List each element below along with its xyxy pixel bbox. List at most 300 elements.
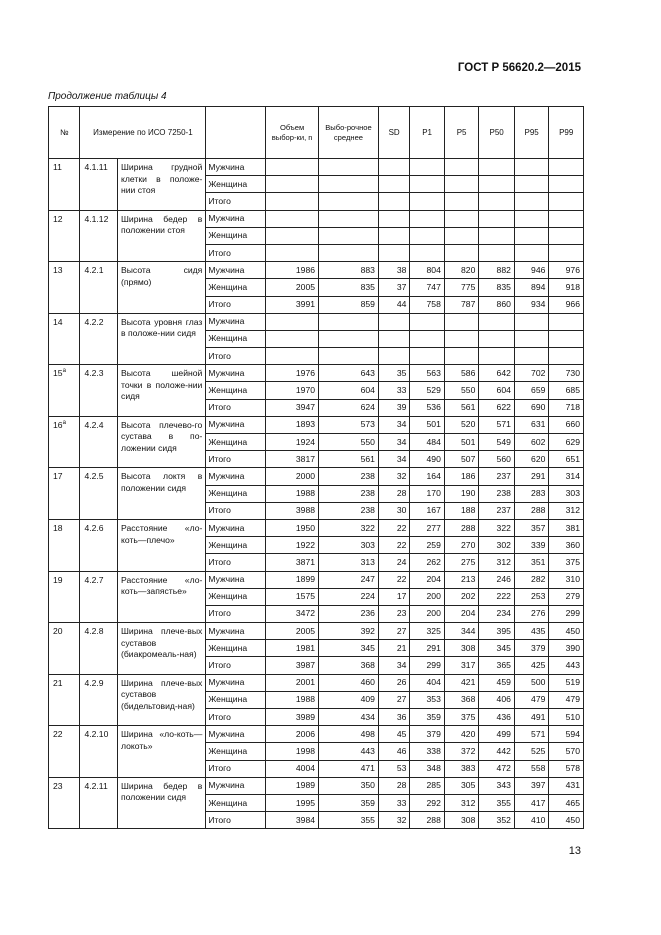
value-cell: 359 — [319, 794, 379, 811]
measurement-name: Высота плечево-го сустава в по-ложении сидя — [118, 416, 206, 468]
measurement-name: Ширина «ло-коть—локоть» — [118, 726, 206, 778]
value-cell: 460 — [319, 674, 379, 691]
value-cell: 510 — [549, 709, 584, 726]
col-group — [206, 107, 266, 159]
group-label: Женщина — [206, 485, 266, 502]
value-cell: 443 — [549, 657, 584, 674]
iso-code: 4.2.11 — [80, 777, 118, 829]
value-cell: 918 — [549, 279, 584, 296]
row-number — [49, 365, 80, 417]
value-cell: 631 — [514, 416, 549, 433]
value-cell: 322 — [319, 519, 379, 536]
value-cell: 224 — [319, 588, 379, 605]
value-cell: 302 — [479, 537, 515, 554]
value-cell: 291 — [514, 468, 549, 485]
value-cell: 507 — [444, 451, 479, 468]
value-cell: 1995 — [266, 794, 319, 811]
value-cell: 431 — [549, 777, 584, 794]
value-cell — [319, 244, 379, 261]
value-cell — [479, 227, 515, 244]
value-cell: 310 — [549, 571, 584, 588]
iso-code: 4.2.2 — [80, 313, 118, 365]
value-cell: 279 — [549, 588, 584, 605]
value-cell: 1988 — [266, 485, 319, 502]
value-cell — [266, 330, 319, 347]
group-label: Итого — [206, 554, 266, 571]
value-cell: 659 — [514, 382, 549, 399]
value-cell: 34 — [378, 657, 409, 674]
group-label: Мужчина — [206, 571, 266, 588]
measurement-name: Ширина грудной клетки в положе-нии стоя — [118, 159, 206, 211]
value-cell: 312 — [479, 554, 515, 571]
value-cell: 3947 — [266, 399, 319, 416]
value-cell — [319, 348, 379, 365]
value-cell: 404 — [410, 674, 445, 691]
value-cell: 536 — [410, 399, 445, 416]
group-label: Женщина — [206, 434, 266, 451]
value-cell — [444, 159, 479, 176]
value-cell: 238 — [319, 502, 379, 519]
value-cell: 2001 — [266, 674, 319, 691]
value-cell: 1893 — [266, 416, 319, 433]
value-cell: 450 — [549, 812, 584, 829]
value-cell: 37 — [378, 279, 409, 296]
value-cell: 33 — [378, 794, 409, 811]
value-cell: 368 — [444, 691, 479, 708]
value-cell — [514, 330, 549, 347]
value-cell: 305 — [444, 777, 479, 794]
value-cell: 484 — [410, 434, 445, 451]
group-label: Женщина — [206, 537, 266, 554]
row-number-text: 18 — [53, 522, 63, 533]
value-cell: 22 — [378, 537, 409, 554]
measurement-name: Ширина плече-вых суставов (биакромеаль-ная) — [118, 623, 206, 675]
value-cell: 397 — [514, 777, 549, 794]
value-cell — [514, 176, 549, 193]
measurement-name: Ширина бедер в положении сидя — [118, 777, 206, 829]
value-cell: 519 — [549, 674, 584, 691]
value-cell: 45 — [378, 726, 409, 743]
value-cell: 299 — [549, 605, 584, 622]
value-cell: 277 — [410, 519, 445, 536]
value-cell: 643 — [319, 365, 379, 382]
value-cell — [266, 348, 319, 365]
value-cell: 262 — [410, 554, 445, 571]
value-cell: 53 — [378, 760, 409, 777]
row-number-text: 12 — [53, 213, 63, 224]
value-cell: 747 — [410, 279, 445, 296]
col-p99: P99 — [549, 107, 584, 159]
value-cell: 976 — [549, 262, 584, 279]
value-cell: 3989 — [266, 709, 319, 726]
value-cell: 549 — [479, 434, 515, 451]
value-cell — [549, 159, 584, 176]
value-cell — [266, 210, 319, 227]
value-cell — [514, 348, 549, 365]
group-label: Женщина — [206, 588, 266, 605]
value-cell — [378, 313, 409, 330]
row-number — [49, 674, 80, 726]
group-label: Мужчина — [206, 313, 266, 330]
group-label: Мужчина — [206, 468, 266, 485]
value-cell: 421 — [444, 674, 479, 691]
value-cell — [549, 210, 584, 227]
value-cell: 164 — [410, 468, 445, 485]
value-cell: 2005 — [266, 623, 319, 640]
value-cell: 835 — [319, 279, 379, 296]
value-cell: 353 — [410, 691, 445, 708]
value-cell: 500 — [514, 674, 549, 691]
value-cell — [444, 330, 479, 347]
iso-code: 4.2.7 — [80, 571, 118, 623]
row-number-text: 11 — [53, 162, 62, 172]
value-cell — [319, 193, 379, 210]
value-cell: 787 — [444, 296, 479, 313]
table-caption: Продолжение таблицы 4 — [48, 91, 167, 102]
value-cell: 339 — [514, 537, 549, 554]
value-cell: 622 — [479, 399, 515, 416]
group-label: Итого — [206, 348, 266, 365]
value-cell: 860 — [479, 296, 515, 313]
value-cell — [410, 244, 445, 261]
value-cell: 253 — [514, 588, 549, 605]
row-number — [49, 623, 80, 675]
row-number-text: 16 — [53, 419, 63, 430]
iso-code: 4.2.6 — [80, 519, 118, 571]
value-cell — [549, 244, 584, 261]
value-cell: 571 — [514, 726, 549, 743]
value-cell — [266, 176, 319, 193]
value-cell — [514, 193, 549, 210]
value-cell: 472 — [479, 760, 515, 777]
iso-code: 4.2.1 — [80, 262, 118, 314]
value-cell: 170 — [410, 485, 445, 502]
value-cell: 561 — [444, 399, 479, 416]
value-cell: 34 — [378, 434, 409, 451]
value-cell: 1998 — [266, 743, 319, 760]
value-cell: 520 — [444, 416, 479, 433]
value-cell — [266, 244, 319, 261]
value-cell: 312 — [549, 502, 584, 519]
measurement-name: Ширина плече-вых суставов (бидельтовид-ная) — [118, 674, 206, 726]
value-cell: 246 — [479, 571, 515, 588]
value-cell: 351 — [514, 554, 549, 571]
value-cell: 586 — [444, 365, 479, 382]
table-row — [49, 726, 584, 743]
value-cell: 1950 — [266, 519, 319, 536]
col-iso: Измерение по ИСО 7250-1 — [80, 107, 206, 159]
group-label: Женщина — [206, 176, 266, 193]
value-cell: 355 — [479, 794, 515, 811]
value-cell: 352 — [479, 812, 515, 829]
value-cell: 27 — [378, 623, 409, 640]
row-number — [49, 313, 80, 365]
value-cell: 660 — [549, 416, 584, 433]
anthropometric-table — [48, 106, 584, 829]
value-cell: 479 — [514, 691, 549, 708]
value-cell — [444, 210, 479, 227]
row-number-text: 21 — [53, 677, 63, 688]
value-cell: 578 — [549, 760, 584, 777]
value-cell: 46 — [378, 743, 409, 760]
value-cell: 375 — [444, 709, 479, 726]
value-cell: 303 — [319, 537, 379, 554]
value-cell: 345 — [479, 640, 515, 657]
group-label: Женщина — [206, 743, 266, 760]
value-cell: 292 — [410, 794, 445, 811]
value-cell: 322 — [479, 519, 515, 536]
value-cell: 690 — [514, 399, 549, 416]
value-cell: 26 — [378, 674, 409, 691]
value-cell: 237 — [479, 502, 515, 519]
value-cell: 348 — [410, 760, 445, 777]
value-cell — [319, 330, 379, 347]
value-cell: 2005 — [266, 279, 319, 296]
value-cell — [479, 176, 515, 193]
iso-code: 4.2.5 — [80, 468, 118, 520]
group-label: Мужчина — [206, 416, 266, 433]
value-cell: 213 — [444, 571, 479, 588]
col-p1: P1 — [410, 107, 445, 159]
group-label: Итого — [206, 657, 266, 674]
value-cell: 288 — [410, 812, 445, 829]
value-cell: 27 — [378, 691, 409, 708]
table-row — [49, 365, 584, 382]
value-cell: 550 — [319, 434, 379, 451]
value-cell: 491 — [514, 709, 549, 726]
value-cell: 291 — [410, 640, 445, 657]
table-row — [49, 210, 584, 227]
value-cell: 345 — [319, 640, 379, 657]
value-cell: 308 — [444, 812, 479, 829]
value-cell — [479, 313, 515, 330]
row-number-text: 23 — [53, 780, 63, 791]
value-cell — [378, 330, 409, 347]
value-cell: 28 — [378, 777, 409, 794]
value-cell — [549, 176, 584, 193]
measurement-name: Расстояние «ло-коть—плечо» — [118, 519, 206, 571]
measurement-name: Расстояние «ло-коть—запястье» — [118, 571, 206, 623]
value-cell — [378, 193, 409, 210]
value-cell: 312 — [444, 794, 479, 811]
value-cell: 409 — [319, 691, 379, 708]
value-cell — [410, 159, 445, 176]
value-cell: 21 — [378, 640, 409, 657]
table-row — [49, 313, 584, 330]
row-number — [49, 262, 80, 314]
row-number — [49, 519, 80, 571]
value-cell: 434 — [319, 709, 379, 726]
row-number-text: 17 — [53, 471, 63, 482]
value-cell: 222 — [479, 588, 515, 605]
value-cell — [378, 244, 409, 261]
value-cell: 1922 — [266, 537, 319, 554]
value-cell — [549, 313, 584, 330]
value-cell — [410, 210, 445, 227]
value-cell: 406 — [479, 691, 515, 708]
value-cell: 465 — [549, 794, 584, 811]
value-cell: 1976 — [266, 365, 319, 382]
value-cell: 282 — [514, 571, 549, 588]
value-cell: 1988 — [266, 691, 319, 708]
value-cell: 303 — [549, 485, 584, 502]
group-label: Итого — [206, 605, 266, 622]
row-number — [49, 571, 80, 623]
value-cell: 308 — [444, 640, 479, 657]
value-cell: 417 — [514, 794, 549, 811]
value-cell — [514, 227, 549, 244]
value-cell — [266, 159, 319, 176]
value-cell: 624 — [319, 399, 379, 416]
value-cell: 283 — [514, 485, 549, 502]
group-label: Итого — [206, 399, 266, 416]
value-cell: 38 — [378, 262, 409, 279]
value-cell: 360 — [549, 537, 584, 554]
value-cell: 30 — [378, 502, 409, 519]
value-cell: 882 — [479, 262, 515, 279]
col-p95: P95 — [514, 107, 549, 159]
value-cell: 33 — [378, 382, 409, 399]
value-cell: 34 — [378, 416, 409, 433]
value-cell: 186 — [444, 468, 479, 485]
value-cell — [549, 193, 584, 210]
value-cell: 379 — [514, 640, 549, 657]
standard-number: ГОСТ Р 56620.2—2015 — [457, 62, 581, 74]
value-cell — [319, 313, 379, 330]
value-cell — [549, 330, 584, 347]
value-cell — [479, 159, 515, 176]
value-cell: 1989 — [266, 777, 319, 794]
value-cell: 285 — [410, 777, 445, 794]
value-cell — [319, 176, 379, 193]
iso-code: 4.1.12 — [80, 210, 118, 262]
iso-code: 4.2.10 — [80, 726, 118, 778]
group-label: Мужчина — [206, 262, 266, 279]
value-cell: 325 — [410, 623, 445, 640]
value-cell: 368 — [319, 657, 379, 674]
value-cell: 573 — [319, 416, 379, 433]
value-cell: 934 — [514, 296, 549, 313]
group-label: Мужчина — [206, 210, 266, 227]
value-cell — [514, 159, 549, 176]
value-cell: 17 — [378, 588, 409, 605]
value-cell: 299 — [410, 657, 445, 674]
value-cell: 479 — [549, 691, 584, 708]
value-cell: 200 — [410, 605, 445, 622]
value-cell — [444, 193, 479, 210]
value-cell: 276 — [514, 605, 549, 622]
value-cell — [444, 313, 479, 330]
value-cell: 490 — [410, 451, 445, 468]
row-number-text: 22 — [53, 729, 63, 740]
value-cell: 34 — [378, 451, 409, 468]
value-cell: 314 — [549, 468, 584, 485]
value-cell: 820 — [444, 262, 479, 279]
row-number — [49, 468, 80, 520]
group-label: Мужчина — [206, 519, 266, 536]
value-cell: 3984 — [266, 812, 319, 829]
value-cell: 392 — [319, 623, 379, 640]
value-cell: 188 — [444, 502, 479, 519]
value-cell: 28 — [378, 485, 409, 502]
value-cell: 375 — [549, 554, 584, 571]
group-label: Итого — [206, 296, 266, 313]
measurement-name: Высота уровня глаз в положе-нии сидя — [118, 313, 206, 365]
value-cell: 238 — [319, 485, 379, 502]
value-cell — [410, 348, 445, 365]
group-label: Мужчина — [206, 159, 266, 176]
value-cell: 343 — [479, 777, 515, 794]
value-cell: 558 — [514, 760, 549, 777]
iso-code: 4.2.3 — [80, 365, 118, 417]
table-row — [49, 262, 584, 279]
value-cell — [266, 227, 319, 244]
value-cell: 238 — [479, 485, 515, 502]
value-cell: 410 — [514, 812, 549, 829]
value-cell — [444, 227, 479, 244]
table-row — [49, 571, 584, 588]
value-cell — [479, 244, 515, 261]
value-cell: 200 — [410, 588, 445, 605]
value-cell: 758 — [410, 296, 445, 313]
value-cell — [410, 330, 445, 347]
value-cell — [319, 159, 379, 176]
group-label: Итого — [206, 709, 266, 726]
value-cell — [444, 244, 479, 261]
value-cell: 602 — [514, 434, 549, 451]
value-cell: 471 — [319, 760, 379, 777]
group-label: Женщина — [206, 227, 266, 244]
value-cell: 313 — [319, 554, 379, 571]
value-cell: 835 — [479, 279, 515, 296]
value-cell: 190 — [444, 485, 479, 502]
col-num: № — [49, 107, 80, 159]
value-cell — [319, 227, 379, 244]
value-cell — [410, 313, 445, 330]
value-cell: 270 — [444, 537, 479, 554]
value-cell: 501 — [444, 434, 479, 451]
value-cell — [266, 313, 319, 330]
value-cell: 651 — [549, 451, 584, 468]
value-cell: 36 — [378, 709, 409, 726]
value-cell: 234 — [479, 605, 515, 622]
row-number-text: 15 — [53, 368, 63, 379]
value-cell: 685 — [549, 382, 584, 399]
value-cell: 357 — [514, 519, 549, 536]
value-cell: 1575 — [266, 588, 319, 605]
value-cell: 425 — [514, 657, 549, 674]
value-cell — [479, 330, 515, 347]
col-sample: Объем выбор-ки, n — [266, 107, 319, 159]
value-cell: 1970 — [266, 382, 319, 399]
value-cell: 859 — [319, 296, 379, 313]
measurement-name: Высота шейной точки в положе-нии сидя — [118, 365, 206, 417]
value-cell: 350 — [319, 777, 379, 794]
group-label: Женщина — [206, 640, 266, 657]
value-cell: 604 — [479, 382, 515, 399]
group-label: Женщина — [206, 330, 266, 347]
value-cell: 32 — [378, 812, 409, 829]
col-mean: Выбо-рочное среднее — [319, 107, 379, 159]
row-number — [49, 210, 80, 262]
value-cell: 22 — [378, 571, 409, 588]
value-cell — [514, 210, 549, 227]
value-cell — [514, 313, 549, 330]
value-cell: 1986 — [266, 262, 319, 279]
measurement-name: Высота локтя в положении сидя — [118, 468, 206, 520]
value-cell — [410, 176, 445, 193]
value-cell: 259 — [410, 537, 445, 554]
